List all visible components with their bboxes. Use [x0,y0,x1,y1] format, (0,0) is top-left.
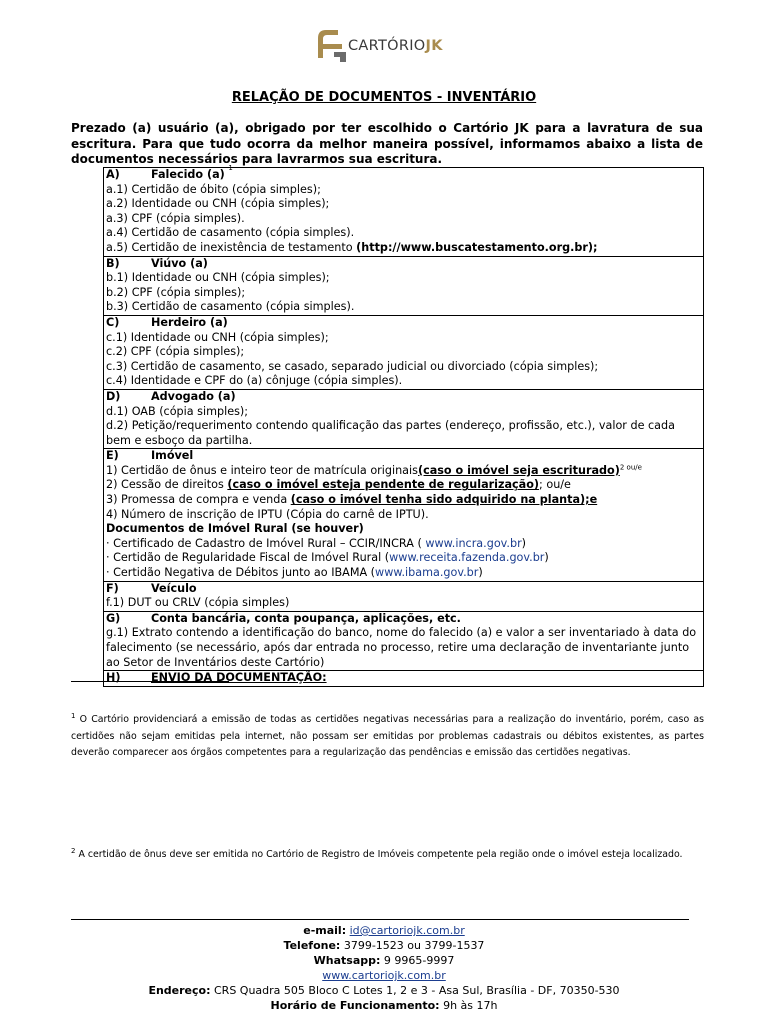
list-item: · Certidão de Regularidade Fiscal de Imóvel Rural (www.receita.fazenda.gov.br) [106,551,549,565]
phone-line: Telefone: 3799-1523 ou 3799-1537 [283,939,485,952]
website-line [0,968,768,983]
footnote-2: $^2$ A certidão de ônus deve ser emitida no Cartório de Registro de Imóveis competente pela região onde o imóvel esteja localizado. [71,846,683,860]
documents-table [103,164,704,687]
section-letter: B) [106,256,120,270]
section-letter: G) [106,611,121,625]
list-item: · Certidão Negativa de Débitos junto ao IBAMA (www.ibama.gov.br) [106,566,483,580]
section-e [104,449,704,581]
list-item: 2) Cessão de direitos (caso o imóvel esteja pendente de regularização); ou/e [106,478,571,492]
section-title: Advogado (a) [151,389,236,403]
website-link[interactable]: www.cartoriojk.com.br [322,969,446,982]
list-item: f.1) DUT ou CRLV (cópia simples) [106,596,290,610]
list-item: a.3) CPF (cópia simples). [106,211,245,225]
section-title: Imóvel [151,449,194,463]
list-item: g.1) Extrato contendo a identificação do banco, nome do falecido (a) e valor a ser inventariado à data do falecimento (se necessário, após dar entrada no processo, retire uma declaração de inventariante junto ao Setor de Inventários deste Cartório) [106,626,697,669]
footer-divider [71,919,689,920]
list-item: b.3) Certidão de casamento (cópia simples). [106,300,355,314]
list-item: d.2) Petição/requerimento contendo qualificação das partes (endereço, profissão, etc.), valor de cada bem e esboço da partilha. [106,419,675,447]
section-letter: A) [106,168,120,181]
page-title: RELAÇÃO DE DOCUMENTOS - INVENTÁRIO [231,90,537,105]
section-letter: F) [106,581,119,595]
list-item: c.3) Certidão de casamento, se casado, separado judicial ou divorciado (cópia simples); [106,359,599,373]
email-line: e-mail: id@cartoriojk.com.br [303,924,465,937]
list-item: a.5) Certidão de inexistência de testamento (http://www.buscatestamento.org.br); [106,240,598,254]
list-item: 3) Promessa de compra e venda (caso o imóvel tenha sido adquirido na planta);e [106,493,598,507]
intro-paragraph: Prezado (a) usuário (a), obrigado por ter escolhido o Cartório JK para a lavratura de sua escritura. Para que tudo ocorra da melhor maneira possível, informamos abaixo a lista de documentos necessários para lavrarmos sua escritura. [71,121,703,166]
list-item: a.1) Certidão de óbito (cópia simples); [106,182,321,196]
footer-contact [0,923,768,1013]
section-h [104,671,704,687]
list-item: a.2) Identidade ou CNH (cópia simples); [106,197,330,211]
section-title: Falecido (a) [151,168,225,181]
testament-link[interactable]: (http://www.buscatestamento.org.br); [356,240,598,254]
footnote-divider [71,681,229,682]
incra-link[interactable]: www.incra.gov.br [425,536,522,550]
section-title: Conta bancária, conta poupança, aplicações, etc. [151,611,461,625]
list-item: b.1) Identidade ou CNH (cópia simples); [106,271,330,285]
whatsapp-line: Whatsapp: 9 9965-9997 [313,954,455,967]
section-a [104,168,704,257]
section-c [104,315,704,389]
list-item: 1) Certidão de ônus e inteiro teor de matrícula originais(caso o imóvel seja escriturado)$^2$ $^{ou/e}$ [106,463,642,477]
ibama-link[interactable]: www.ibama.gov.br [375,566,479,580]
section-title: Herdeiro (a) [151,315,228,329]
section-letter: D) [106,389,121,403]
list-item: 4) Número de inscrição de IPTU (Cópia do carnê de IPTU). [106,507,429,521]
list-item: b.2) CPF (cópia simples); [106,285,246,299]
section-b [104,256,704,315]
list-item: c.4) Identidade e CPF do (a) cônjuge (cópia simples). [106,374,403,388]
list-item: c.2) CPF (cópia simples); [106,345,245,359]
email-link[interactable]: id@cartoriojk.com.br [349,924,465,937]
section-title: ENVIO DA DOCUMENTAÇÃO: [151,671,327,685]
section-letter: E) [106,449,119,463]
section-f [104,581,704,611]
hours-line: Horário de Funcionamento: 9h às 17h [270,999,498,1012]
section-letter: C) [106,315,120,329]
address-line: Endereço: CRS Quadra 505 Bloco C Lotes 1, 2 e 3 - Asa Sul, Brasília - DF, 70350-530 [148,984,620,997]
section-d [104,389,704,448]
list-item: d.1) OAB (cópia simples); [106,404,249,418]
section-title: Viúvo (a) [151,256,208,270]
list-item: a.4) Certidão de casamento (cópia simples). [106,226,355,240]
section-g [104,611,704,670]
footnote-1: $^1$ O Cartório providenciará a emissão de todas as certidões negativas necessárias para a realização do inventário, porém, caso as certidões não sejam emitidas pela internet, não possam ser emitidas por problemas cadastrais ou débitos existentes, as partes deverão comparecer aos órgãos competentes para a regularização das pendências e emissão das certidões negativas. [71,711,704,758]
section-letter: H) [106,671,121,685]
logo-wordmark: CARTÓRIOJK [348,38,443,54]
footnote-ref: 1 [228,164,233,172]
footnote-ref: 2 [619,463,625,472]
list-item: c.1) Identidade ou CNH (cópia simples); [106,330,329,344]
section-title: Veículo [151,581,197,595]
list-item: · Certificado de Cadastro de Imóvel Rural – CCIR/INCRA ( www.incra.gov.br) [106,536,527,550]
receita-link[interactable]: www.receita.fazenda.gov.br [389,551,545,565]
rural-docs-heading: Documentos de Imóvel Rural (se houver) [106,522,364,536]
